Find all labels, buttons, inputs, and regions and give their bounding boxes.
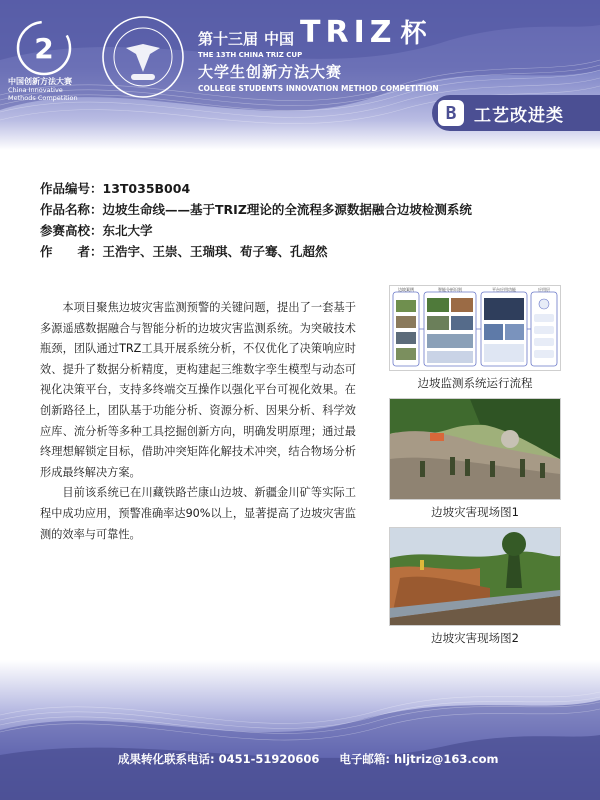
email-value[interactable]: hljtriz@163.com [394,752,499,766]
footer-wave-decoration [0,660,600,800]
title-cup: 杯 [400,19,432,49]
info-row-name [40,199,580,220]
id-label: 作品编号： [40,181,103,196]
email-label: 电子邮箱: [339,752,391,766]
competition-seal-icon [100,14,186,100]
description-paragraph-1: 本项目聚焦边坡灾害监测预警的关键问题，提出了一套基于多源遥感数据融合与智能分析的边坡灾害监测系统。为突破技术瓶颈，团队通过TRZ工具开展系统分析，不仅优化了决策响应时效、提升了数据分析精度，更构建起三维数字孪生模型与动态可视化决策平台，支持多终端交互操作以强化平台可视化效果。在创新路径上，团队基于功能分析、资源分析、因果分析、科学效应库、流分析等多种工具挖掘创新方向，明确发明原理；通过最终理想解锁定目标，借助冲突矩阵化解技术冲突，结合物场分析形成最终解决方案。 [40,301,356,479]
figure-3-caption: 边坡灾害现场图2 [431,631,519,645]
school-value: 东北大学 [102,223,153,238]
author-label: 作 者： [40,244,103,259]
figure-2-caption: 边坡灾害现场图1 [431,505,519,519]
category-label: 工艺改进类 [474,105,564,126]
name-label: 作品名称： [40,202,103,217]
svg-text:智能分析识别: 智能分析识别 [438,287,462,292]
info-row-id [40,178,580,199]
project-description [40,298,356,545]
id-value: 13T035B004 [102,181,191,196]
svg-text:应用层: 应用层 [538,287,550,292]
title-country: 中国 [264,30,295,48]
svg-text:边坡案例: 边坡案例 [398,287,414,292]
svg-text:平台应用功能: 平台应用功能 [492,287,516,292]
landslide-photo-1-graphic [390,399,560,499]
author-value: 王浩宇、王崇、王瑞琪、荀子骞、孔超然 [102,244,328,259]
phone-label: 成果转化联系电话: [118,752,215,766]
title-edition: 第十三届 [198,30,259,48]
landslide-photo-2-graphic [390,528,560,625]
title-english: THE 13TH CHINA TRIZ CUP [198,51,303,59]
subtitle-cn: 大学生创新方法大赛 [198,63,343,81]
category-badge: B [438,100,464,126]
competition-title [198,15,498,93]
cimc-logo-cn: 中国创新方法大赛 [8,77,72,86]
phone-value[interactable]: 0451-51920606 [218,752,320,766]
info-row-school [40,220,580,241]
system-flow-diagram [389,285,561,371]
footer-banner [0,660,600,800]
landslide-photo-1 [389,398,561,500]
project-info [40,178,580,262]
info-row-author [40,241,580,262]
cimc-logo-en: China Innovative Methods Competition [8,86,78,102]
footer-contact [118,751,502,767]
subtitle-english: COLLEGE STUDENTS INNOVATION METHOD COMPETITION [198,84,439,93]
name-value: 边坡生命线——基于TRIZ理论的全流程多源数据融合边坡检测系统 [102,202,472,217]
cimc-logo-icon [14,18,74,78]
description-paragraph-2: 目前该系统已在川藏铁路芒康山边坡、新疆金川矿等实际工程中成功应用，预警准确率达90%以上，显著提高了边坡灾害监测的效率与可靠性。 [40,486,356,541]
header-banner [0,0,600,150]
school-label: 参赛高校： [40,223,103,238]
figure-1-caption: 边坡监测系统运行流程 [417,376,533,390]
category-tab [432,95,600,131]
flow-diagram-graphic [390,286,560,370]
svg-text:2: 2 [34,32,54,65]
cimc-logo-caption [8,78,88,102]
landslide-photo-2 [389,527,561,626]
title-triz: TRIZ [300,15,397,50]
